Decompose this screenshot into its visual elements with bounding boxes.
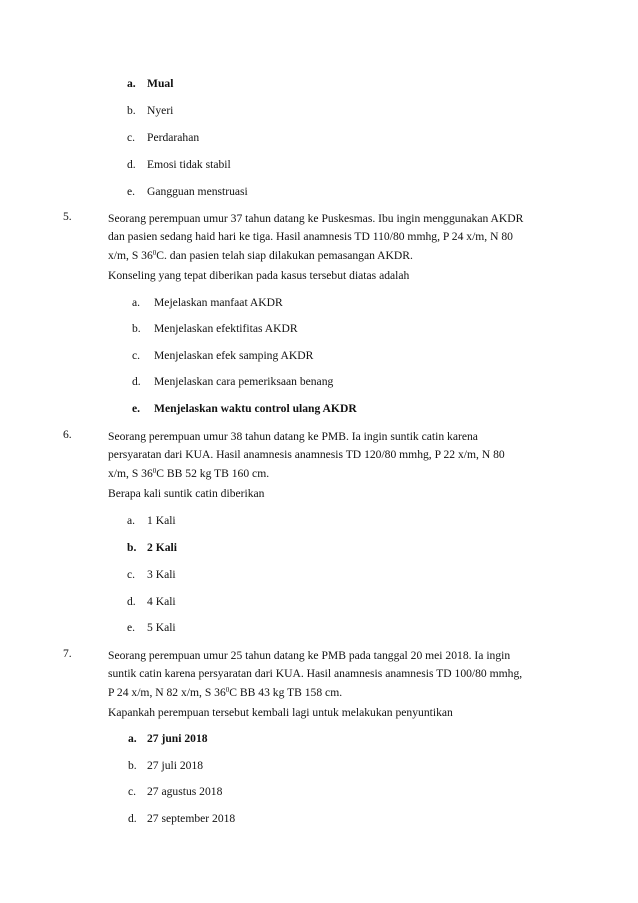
q5-option-d: d. Menjelaskan cara pemeriksaan benang <box>132 375 334 388</box>
q7-option-a: a. 27 juni 2018 <box>128 732 208 745</box>
q4-option-b: b. Nyeri <box>127 104 174 117</box>
question-text: Seorang perempuan umur 38 tahun datang ke PMB. Ia ingin suntik catin karena persyaratan dari KUA. Hasil anamnesis anamnesis TD 120/80 mmhg, P 22 x/m, N 80 x/m, S $36^0C$ BB 52 kg TB 160 cm. <box>108 430 505 481</box>
degree-superscript: 0 <box>152 467 157 476</box>
question-7 <box>63 647 561 702</box>
question-text: Seorang perempuan umur 25 tahun datang ke PMB pada tanggal 20 mei 2018. Ia ingin suntik catin karena persyaratan dari KUA. Hasil anamnesis anamnesis TD 100/80 mmhg, P 24 x/m, N 82 x/m, S $36^0C$ BB 43 kg TB 158 cm. <box>108 649 523 700</box>
q5-option-b: b. Menjelaskan efektifitas AKDR <box>132 322 298 335</box>
question-number: 6. <box>63 428 72 441</box>
question-text: Seorang perempuan umur 37 tahun datang ke Puskesmas. Ibu ingin menggunakan AKDR dan pasien sedang haid hari ke tiga. Hasil anamnesis TD 110/80 mmhg, P 24 x/m, N 80 x/m, S $36^0C$. dan pasien telah siap dilakukan pemasangan AKDR. <box>108 212 524 263</box>
q4-option-d: d. Emosi tidak stabil <box>127 158 231 171</box>
q7-stem: Kapankah perempuan tersebut kembali lagi untuk melakukan penyuntikan <box>108 706 453 719</box>
q6-option-b: b. 2 Kali <box>127 541 177 554</box>
q6-option-d: d. 4 Kali <box>127 595 176 608</box>
q7-option-c: c. 27 agustus 2018 <box>128 785 223 798</box>
q6-option-a: a. 1 Kali <box>127 514 176 527</box>
question-number: 5. <box>63 210 72 223</box>
q5-option-e: e. Menjelaskan waktu control ulang AKDR <box>132 402 357 415</box>
q7-option-b: b. 27 juli 2018 <box>128 759 204 772</box>
question-6 <box>63 428 561 483</box>
q4-option-c: c. Perdarahan <box>127 131 200 144</box>
q5-option-c: c. Menjelaskan efek samping AKDR <box>132 349 314 362</box>
q5-stem: Konseling yang tepat diberikan pada kasus tersebut diatas adalah <box>108 269 410 282</box>
degree-superscript: 0 <box>152 249 157 258</box>
q7-option-d: d. 27 september 2018 <box>128 812 236 825</box>
question-number: 7. <box>63 647 72 660</box>
q4-option-e: e. Gangguan menstruasi <box>127 185 248 198</box>
q5-option-a: a. Mejelaskan manfaat AKDR <box>132 296 283 309</box>
q6-stem: Berapa kali suntik catin diberikan <box>108 487 265 500</box>
question-5 <box>63 210 561 265</box>
q6-option-e: e. 5 Kali <box>127 621 176 634</box>
q4-option-a: a. Mual <box>127 77 174 90</box>
q6-option-c: c. 3 Kali <box>127 568 176 581</box>
degree-superscript: 0 <box>225 686 230 695</box>
